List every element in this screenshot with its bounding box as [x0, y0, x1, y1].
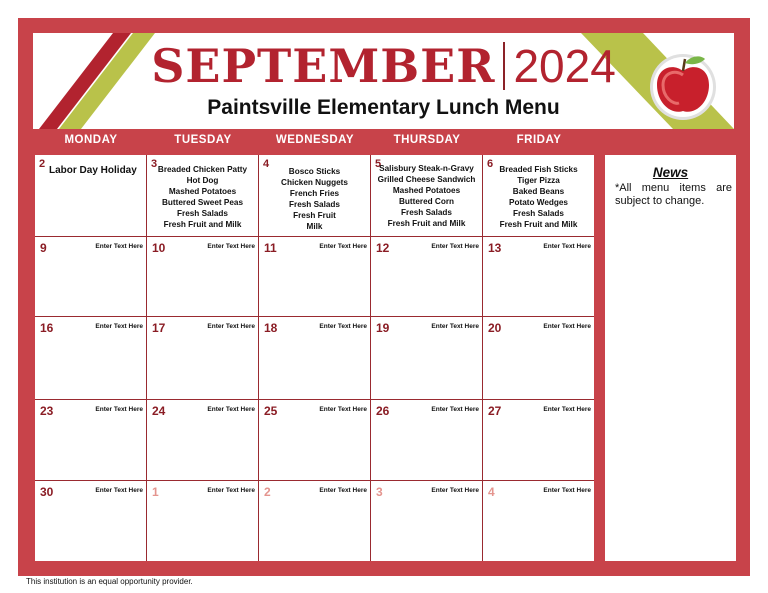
- menu-item: Breaded Fish Sticks: [499, 165, 578, 174]
- day-cell: [147, 155, 259, 237]
- menu-item: Fresh Fruit and Milk: [387, 219, 466, 228]
- enter-text-placeholder[interactable]: Enter Text Here: [319, 406, 367, 413]
- day-number: 18: [264, 321, 278, 335]
- day-cell: [371, 155, 483, 237]
- enter-text-placeholder[interactable]: Enter Text Here: [95, 323, 143, 330]
- day-number: 2: [264, 485, 271, 499]
- day-number: 16: [40, 321, 54, 335]
- enter-text-placeholder[interactable]: Enter Text Here: [431, 406, 479, 413]
- menu-items: [147, 164, 258, 230]
- enter-text-placeholder[interactable]: Enter Text Here: [543, 323, 591, 330]
- day-cell: [483, 400, 594, 481]
- day-number: 20: [488, 321, 502, 335]
- day-cell: [35, 481, 147, 561]
- menu-item: Tiger Pizza: [517, 176, 560, 185]
- day-cell: [35, 155, 147, 237]
- day-cell: [35, 317, 147, 400]
- menu-item: Bosco Sticks: [288, 167, 341, 176]
- apple-icon: [645, 45, 725, 125]
- day-cell: [483, 237, 594, 317]
- menu-items: [483, 164, 594, 230]
- enter-text-placeholder[interactable]: Enter Text Here: [319, 243, 367, 250]
- day-number: 17: [152, 321, 166, 335]
- news-panel: [605, 155, 736, 561]
- calendar-grid: [35, 155, 594, 561]
- day-cell: [371, 400, 483, 481]
- enter-text-placeholder[interactable]: Enter Text Here: [95, 406, 143, 413]
- day-number: 5: [375, 158, 382, 170]
- news-title: News: [652, 165, 689, 180]
- day-cell: [35, 237, 147, 317]
- enter-text-placeholder[interactable]: Enter Text Here: [431, 323, 479, 330]
- enter-text-placeholder[interactable]: Enter Text Here: [95, 487, 143, 494]
- menu-item: Buttered Corn: [398, 197, 455, 206]
- menu-items: [371, 163, 482, 229]
- dayname-tuesday: TUESDAY: [174, 134, 232, 146]
- day-number: 30: [40, 485, 54, 499]
- day-cell: [259, 155, 371, 237]
- menu-item: Hot Dog: [186, 176, 219, 185]
- day-number: 26: [376, 404, 390, 418]
- day-number: 19: [376, 321, 390, 335]
- menu-item: Mashed Potatoes: [168, 187, 237, 196]
- enter-text-placeholder[interactable]: Enter Text Here: [319, 487, 367, 494]
- menu-item: Buttered Sweet Peas: [162, 198, 243, 207]
- day-number: 24: [152, 404, 166, 418]
- menu-item: Milk: [306, 222, 323, 231]
- day-cell: [147, 317, 259, 400]
- day-cell: [35, 400, 147, 481]
- enter-text-placeholder[interactable]: Enter Text Here: [543, 243, 591, 250]
- enter-text-placeholder[interactable]: Enter Text Here: [95, 243, 143, 250]
- day-number: 6: [487, 158, 494, 170]
- menu-item: Fresh Salads: [513, 209, 564, 218]
- menu-item: Mashed Potatoes: [392, 186, 461, 195]
- day-number: 1: [152, 485, 159, 499]
- enter-text-placeholder[interactable]: Enter Text Here: [207, 487, 255, 494]
- enter-text-placeholder[interactable]: Enter Text Here: [319, 323, 367, 330]
- day-cell: [259, 237, 371, 317]
- day-number: 3: [151, 158, 158, 170]
- day-number: 9: [40, 241, 47, 255]
- menu-subtitle: Paintsville Elementary Lunch Menu: [207, 96, 560, 119]
- menu-item: Fresh Fruit and Milk: [163, 220, 242, 229]
- menu-item: Fresh Fruit and Milk: [499, 220, 578, 229]
- enter-text-placeholder[interactable]: Enter Text Here: [207, 406, 255, 413]
- day-number: 12: [376, 241, 390, 255]
- day-number: 4: [488, 485, 495, 499]
- day-cell: [483, 481, 594, 561]
- dayname-thursday: THURSDAY: [393, 134, 461, 146]
- title-row: [33, 39, 734, 93]
- menu-item: Potato Wedges: [509, 198, 568, 207]
- day-cell: [147, 237, 259, 317]
- enter-text-placeholder[interactable]: Enter Text Here: [207, 323, 255, 330]
- day-cell: [147, 400, 259, 481]
- day-number: 3: [376, 485, 383, 499]
- calendar-header: [33, 33, 734, 129]
- day-cell: [371, 481, 483, 561]
- menu-item: Breaded Chicken Patty: [157, 165, 248, 174]
- day-number: 4: [263, 158, 270, 170]
- menu-item: Fresh Salads: [289, 200, 340, 209]
- holiday-text: Labor Day Holiday: [49, 165, 137, 176]
- month-title: SEPTEMBER: [151, 39, 496, 93]
- day-cell: [259, 481, 371, 561]
- enter-text-placeholder[interactable]: Enter Text Here: [543, 487, 591, 494]
- dayname-monday: MONDAY: [64, 134, 118, 146]
- day-number: 23: [40, 404, 54, 418]
- day-cell: [259, 400, 371, 481]
- day-cell: [483, 155, 594, 237]
- day-number: 2: [39, 158, 46, 170]
- day-cell: [259, 317, 371, 400]
- menu-item: Salisbury Steak-n-Gravy: [379, 164, 474, 173]
- news-body[interactable]: *All menu items are subject to change.: [615, 182, 732, 207]
- day-number: 10: [152, 241, 166, 255]
- enter-text-placeholder[interactable]: Enter Text Here: [431, 243, 479, 250]
- title-divider: [503, 42, 505, 90]
- menu-item: Fresh Salads: [401, 208, 452, 217]
- day-cell: [483, 317, 594, 400]
- day-names-row: [35, 134, 595, 152]
- day-number: 25: [264, 404, 278, 418]
- menu-items: [259, 166, 370, 232]
- footer-disclaimer: This institution is an equal opportunity provider.: [26, 577, 193, 586]
- day-number: 27: [488, 404, 502, 418]
- menu-item: Fresh Fruit: [293, 211, 336, 220]
- enter-text-placeholder[interactable]: Enter Text Here: [431, 487, 479, 494]
- day-cell: [147, 481, 259, 561]
- menu-item: Grilled Cheese Sandwich: [377, 175, 476, 184]
- menu-item: Baked Beans: [512, 187, 565, 196]
- menu-item: Fresh Salads: [177, 209, 228, 218]
- day-number: 13: [488, 241, 502, 255]
- day-cell: [371, 237, 483, 317]
- day-number: 11: [264, 241, 277, 255]
- menu-item: French Fries: [289, 189, 340, 198]
- day-cell: [371, 317, 483, 400]
- enter-text-placeholder[interactable]: Enter Text Here: [543, 406, 591, 413]
- menu-item: Chicken Nuggets: [281, 178, 348, 187]
- dayname-wednesday: WEDNESDAY: [275, 134, 355, 146]
- year-title: 2024: [513, 40, 616, 92]
- dayname-friday: FRIDAY: [516, 134, 562, 146]
- enter-text-placeholder[interactable]: Enter Text Here: [207, 243, 255, 250]
